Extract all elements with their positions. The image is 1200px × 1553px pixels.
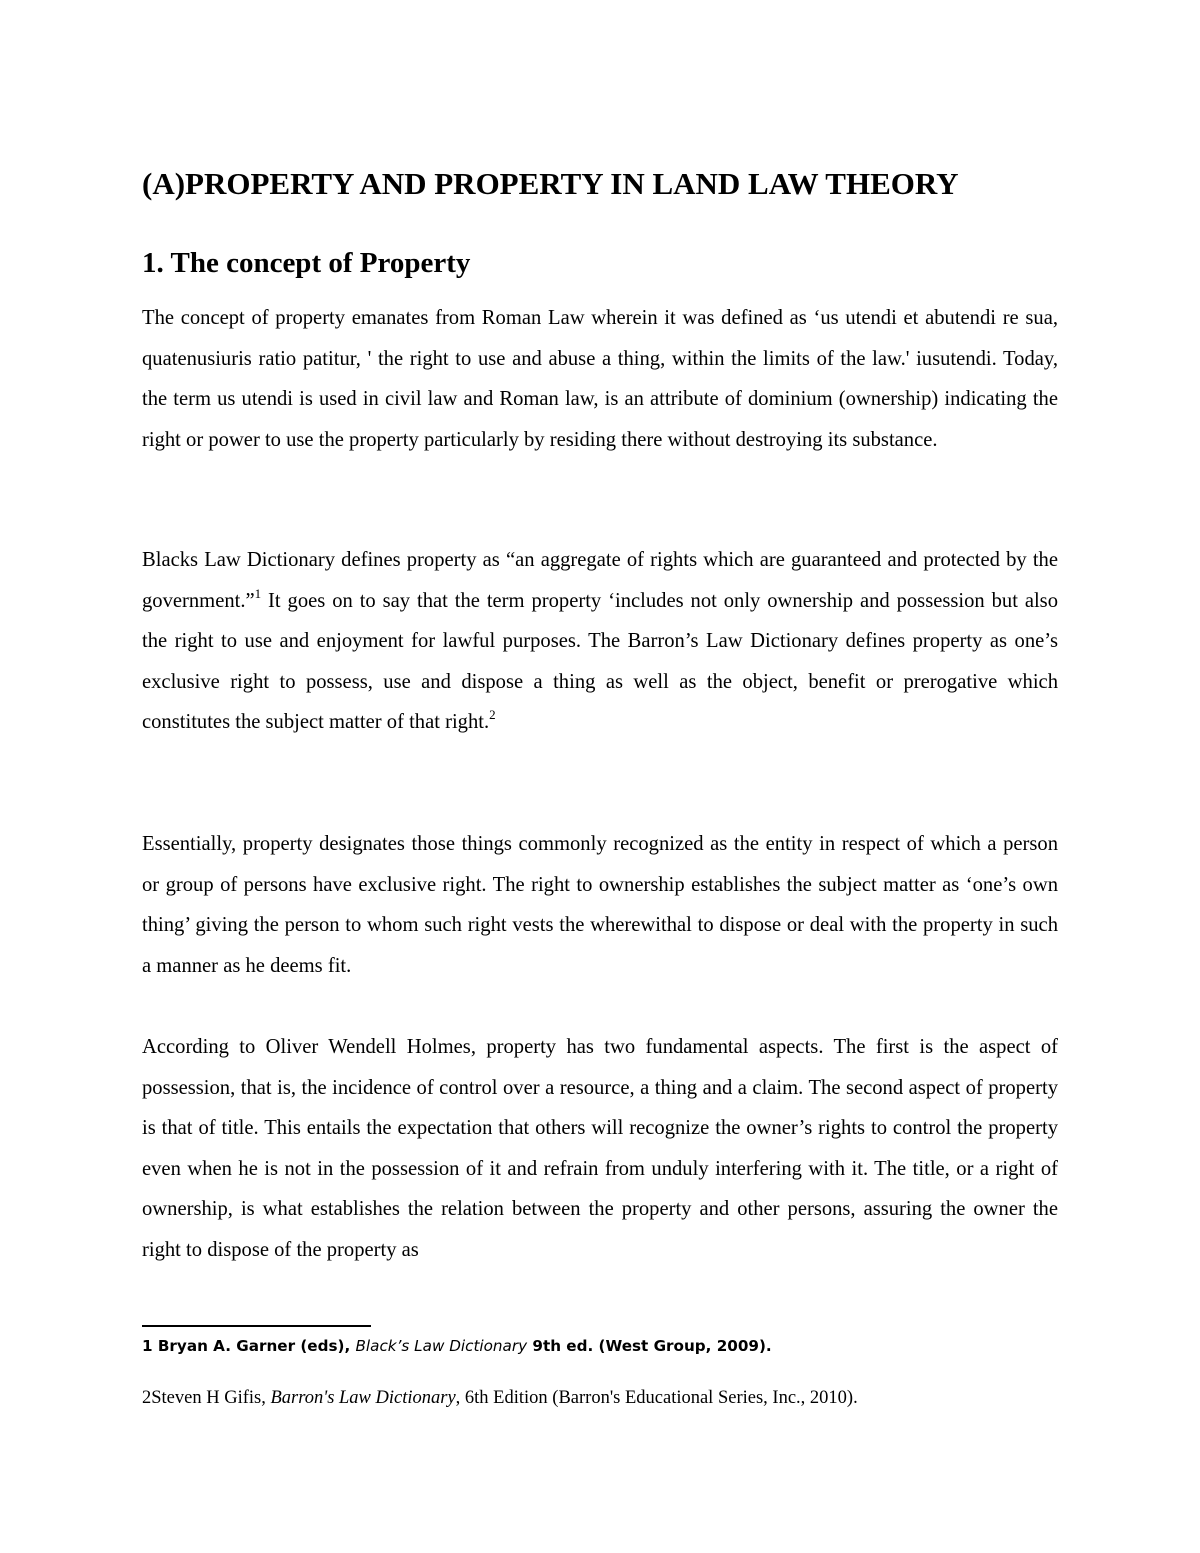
footnote-text: 1 Bryan A. Garner (eds), (142, 1337, 356, 1355)
document-title: (A)PROPERTY AND PROPERTY IN LAND LAW THEORY (142, 166, 959, 201)
paragraph-dictionary-definitions (142, 540, 1058, 743)
footnote-separator (142, 1325, 371, 1327)
paragraph-essentially: Essentially, property designates those things commonly recognized as the entity in respect of which a person or group of persons have exclusive right. The right to ownership establishes the subject matter as ‘one’s own thing’ giving the person to whom such right vests the wherewithal to dispose or deal with the property in such a manner as he deems fit. (142, 833, 1058, 977)
section-heading: 1. The concept of Property (142, 247, 471, 279)
paragraph-text: Blacks Law Dictionary defines property as “an aggregate of rights which are guaranteed and protected by the government.” (142, 549, 1058, 612)
footnote-1 (142, 1337, 772, 1355)
footnote-italic-title: Barron's Law Dictionary (270, 1388, 456, 1408)
paragraph-text: It goes on to say that the term property ‘includes not only ownership and possession but also the right to use and enjoyment for lawful purposes. The Barron’s Law Dictionary defines property as one’s exclusive right to possess, use and dispose a thing as well as the object, benefit or prerogative which constitutes the subject matter of that right. (142, 589, 1058, 734)
paragraph-roman-law: The concept of property emanates from Roman Law wherein it was defined as ‘us utendi et abutendi re sua, quatenusiuris ratio patitur, ' the right to use and abuse a thing, within the limits of the law.' iusutendi. Today, the term us utendi is used in civil law and Roman law, is an attribute of dominium (ownership) indicating the right or power to use the property particularly by residing there without destroying its substance. (142, 307, 1058, 451)
footnote-ref: 2 (489, 707, 496, 723)
paragraph-holmes: According to Oliver Wendell Holmes, property has two fundamental aspects. The first is the aspect of possession, that is, the incidence of control over a resource, a thing and a claim. The second aspect of property is that of title. This entails the expectation that others will recognize the owner’s rights to control the property even when he is not in the possession of it and refrain from unduly interfering with it. The title, or a right of ownership, is what establishes the relation between the property and other persons, assuring the owner the right to dispose of the property as (142, 1036, 1058, 1261)
footnote-text: 9th ed. (West Group, 2009). (527, 1337, 772, 1355)
footnote-text: 2Steven H Gifis, (142, 1388, 271, 1408)
footnote-ref: 1 (254, 585, 262, 601)
footnote-2 (142, 1388, 858, 1409)
footnote-text: , 6th Edition (Barron's Educational Series, Inc., 2010). (455, 1388, 858, 1408)
footnote-italic-title: Black’s Law Dictionary (355, 1337, 528, 1355)
